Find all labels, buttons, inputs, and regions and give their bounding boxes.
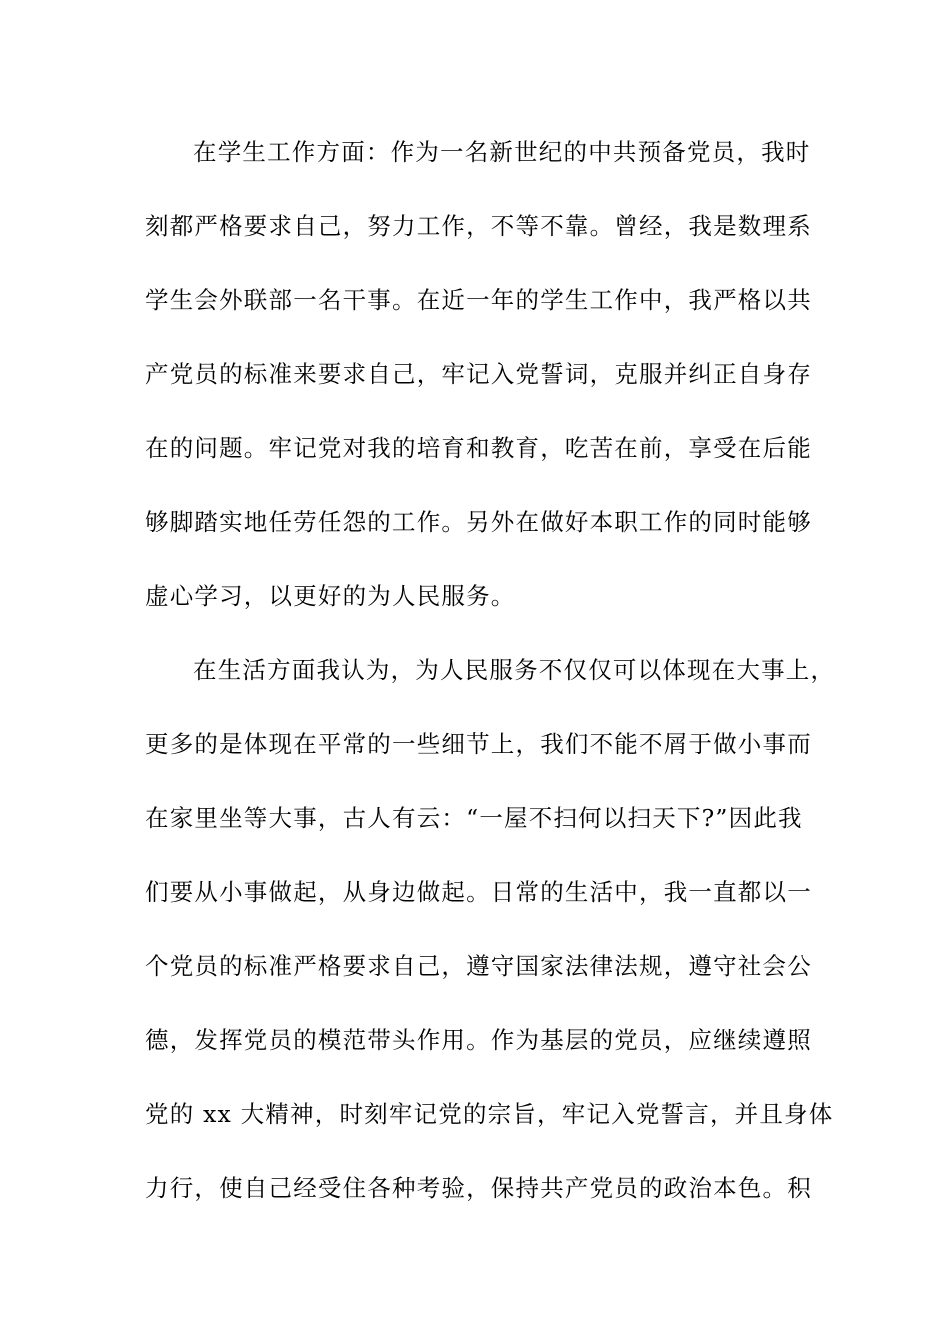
text-line: 在学生工作方面：作为一名新世纪的中共预备党员，我时	[193, 138, 811, 166]
text-line: 产党员的标准来要求自己，牢记入党誓词，克服并纠正自身存	[145, 360, 812, 388]
text-line: 更多的是体现在平常的一些细节上，我们不能不屑于做小事而	[145, 730, 812, 758]
text-line: 个党员的标准严格要求自己，遵守国家法律法规，遵守社会公	[145, 952, 812, 980]
text-line: 力行，使自己经受住各种考验，保持共产党员的政治本色。积	[145, 1174, 812, 1202]
paragraph-daily-life	[145, 648, 836, 1240]
text-line: 党的 xx 大精神，时刻牢记党的宗旨，牢记入党誓言，并且身体	[145, 1100, 834, 1128]
text-line: 在的问题。牢记党对我的培育和教育，吃苦在前，享受在后能	[145, 434, 812, 462]
text-line: 们要从小事做起，从身边做起。日常的生活中，我一直都以一	[145, 878, 812, 906]
text-line: 学生会外联部一名干事。在近一年的学生工作中，我严格以共	[145, 286, 812, 314]
text-line: 刻都严格要求自己，努力工作，不等不靠。曾经，我是数理系	[145, 212, 812, 240]
text-line: 在家里坐等大事，古人有云：“一屋不扫何以扫天下?”因此我	[145, 804, 803, 832]
text-line: 德，发挥党员的模范带头作用。作为基层的党员，应继续遵照	[145, 1026, 812, 1054]
text-line: 够脚踏实地任劳任怨的工作。另外在做好本职工作的同时能够	[145, 508, 812, 536]
text-line: 虚心学习，以更好的为人民服务。	[145, 582, 516, 610]
text-line: 在生活方面我认为，为人民服务不仅仅可以体现在大事上，	[193, 656, 836, 684]
paragraph-student-work	[145, 130, 825, 648]
document-body	[145, 130, 836, 1240]
